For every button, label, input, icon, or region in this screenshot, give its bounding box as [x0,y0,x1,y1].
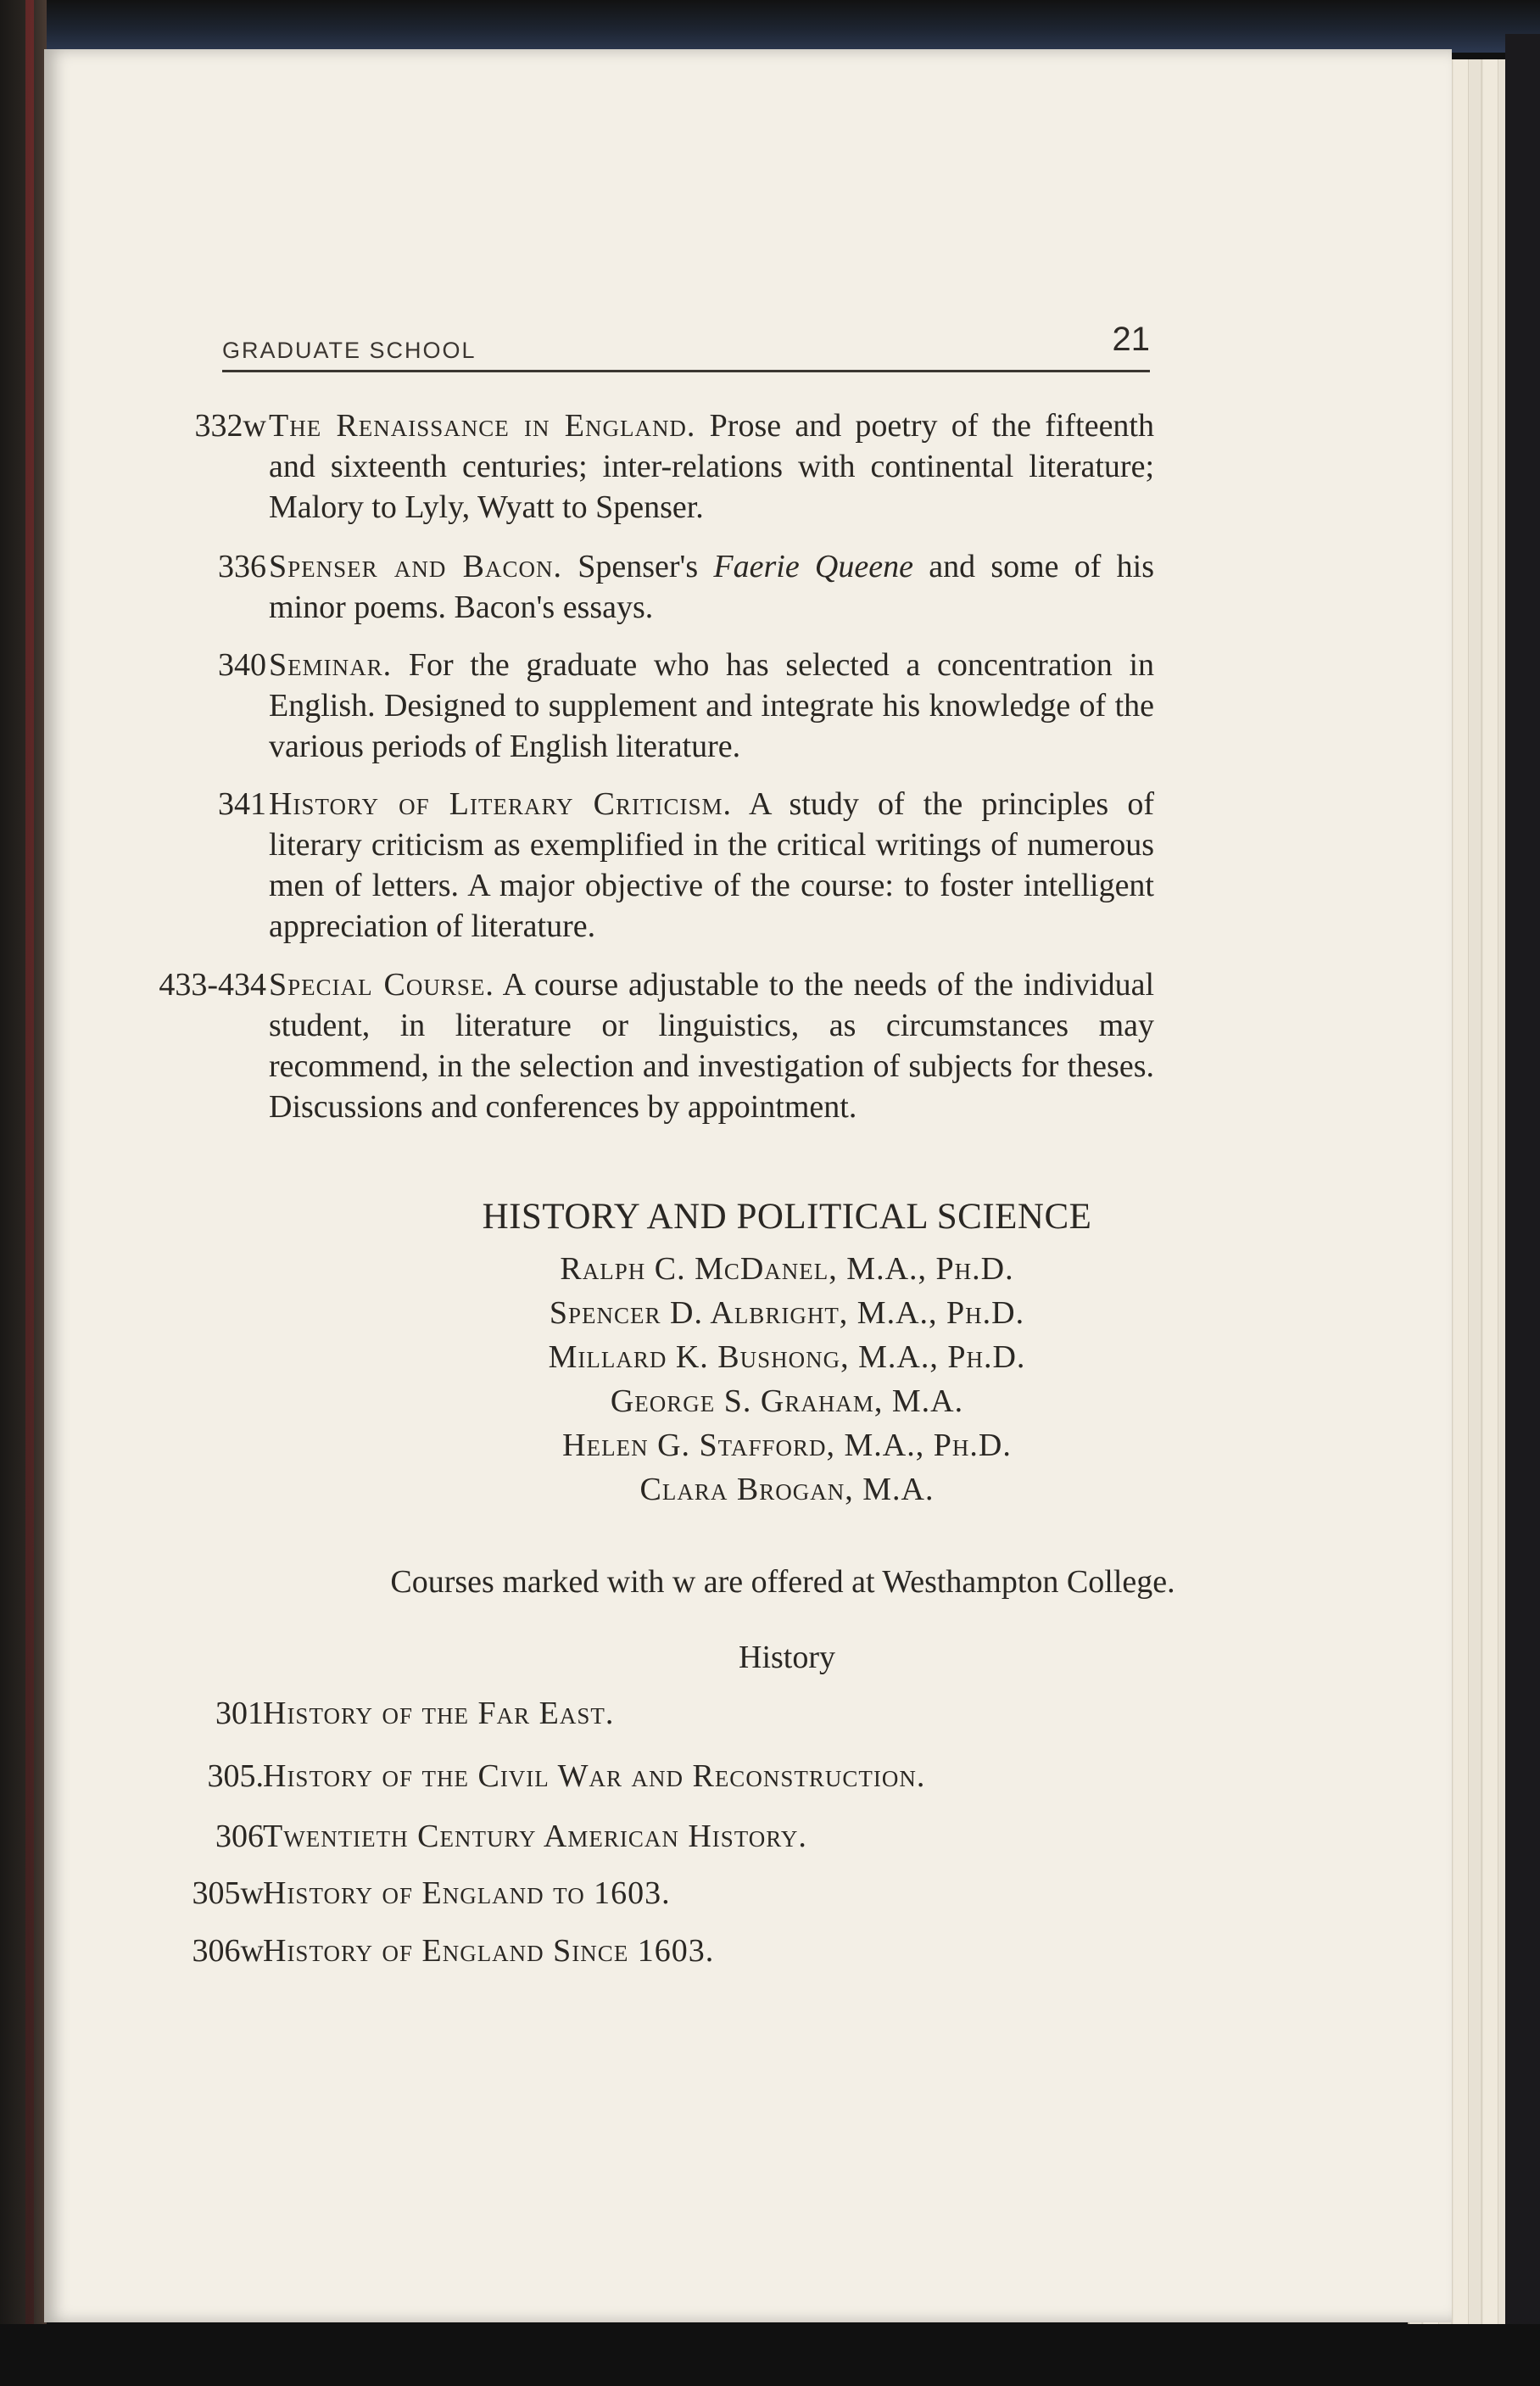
course-description: For the graduate who has selected a concentration in English. Designed to supplement and integrate his knowledge of the various periods of English literature. [269,647,1154,764]
course-title: History of Literary Criticism. [269,786,732,822]
section-heading: HISTORY AND POLITICAL SCIENCE [482,1197,1092,1237]
westhampton-note: Courses marked with w are offered at Westhampton College. [390,1564,1175,1600]
faculty-member: Clara Brogan, M.A. [639,1472,935,1507]
faculty-member: Helen G. Stafford, M.A., Ph.D. [562,1428,1012,1463]
course-number: 340 [218,647,266,683]
course-number: 332w [194,408,266,444]
course-body [269,645,1154,767]
header-school: GRADUATE SCHOOL [222,338,477,363]
course-number: 306 [215,1819,264,1854]
course-number: 301 [215,1696,264,1731]
binding-stripe [25,0,34,2386]
course-title: Twentieth Century American History. [263,1819,807,1854]
course-title: History of England to 1603. [263,1875,671,1911]
course-number: 433-434 [159,967,266,1003]
course-description: Prose and poetry of the fifteenth and sixteenth centuries; inter-relations with continental literature; Malory to Lyly, Wyatt to Spenser. [269,408,1154,525]
course-body [269,784,1154,947]
course-description: and some of his minor poems. Bacon's essays. [269,549,1154,625]
course-body [269,964,1154,1127]
faculty-member: Millard K. Bushong, M.A., Ph.D. [548,1339,1026,1375]
course-number: 305w [192,1875,264,1911]
course-description: Spenser's [561,549,714,584]
course-description: A course adjustable to the needs of the individual student, in literature or linguistics, as circumstances may recommend, in the selection and investigation of subjects for theses. Discussions and conferences by appointment. [269,967,1154,1125]
course-title: History of England Since 1603. [263,1933,715,1969]
faculty-member: Ralph C. McDanel, M.A., Ph.D. [560,1251,1014,1287]
book-spine-left [0,0,47,2386]
book-page [44,49,1452,2322]
course-number: 341 [218,786,266,822]
course-body [269,405,1154,528]
course-number: 305. [207,1758,264,1794]
course-description: A study of the principles of literary criticism as exemplified in the critical writings of numerous men of letters. A major objective of the course: to foster intelligent appreciation of literature. [269,786,1154,944]
course-number: 336 [218,549,266,584]
course-title: History of the Civil War and Reconstruction. [263,1758,926,1794]
faculty-member: Spencer D. Albright, M.A., Ph.D. [549,1295,1025,1331]
course-title: Seminar. [269,647,393,683]
running-header [222,321,1150,372]
course-body [269,546,1154,628]
scan-bottom-edge [0,2324,1540,2386]
course-title: History of the Far East. [263,1696,615,1731]
course-number: 306w [192,1933,264,1969]
course-title: Spenser and Bacon. [269,549,562,584]
page-number: 21 [1112,321,1150,358]
faculty-member: George S. Graham, M.A. [610,1383,964,1419]
course-title: Special Course. [269,967,494,1003]
course-title: The Renaissance in England. [269,408,696,444]
book-title: Faerie Queene [713,549,913,584]
subheading-history: History [739,1640,835,1675]
scan-top-edge [0,0,1540,53]
